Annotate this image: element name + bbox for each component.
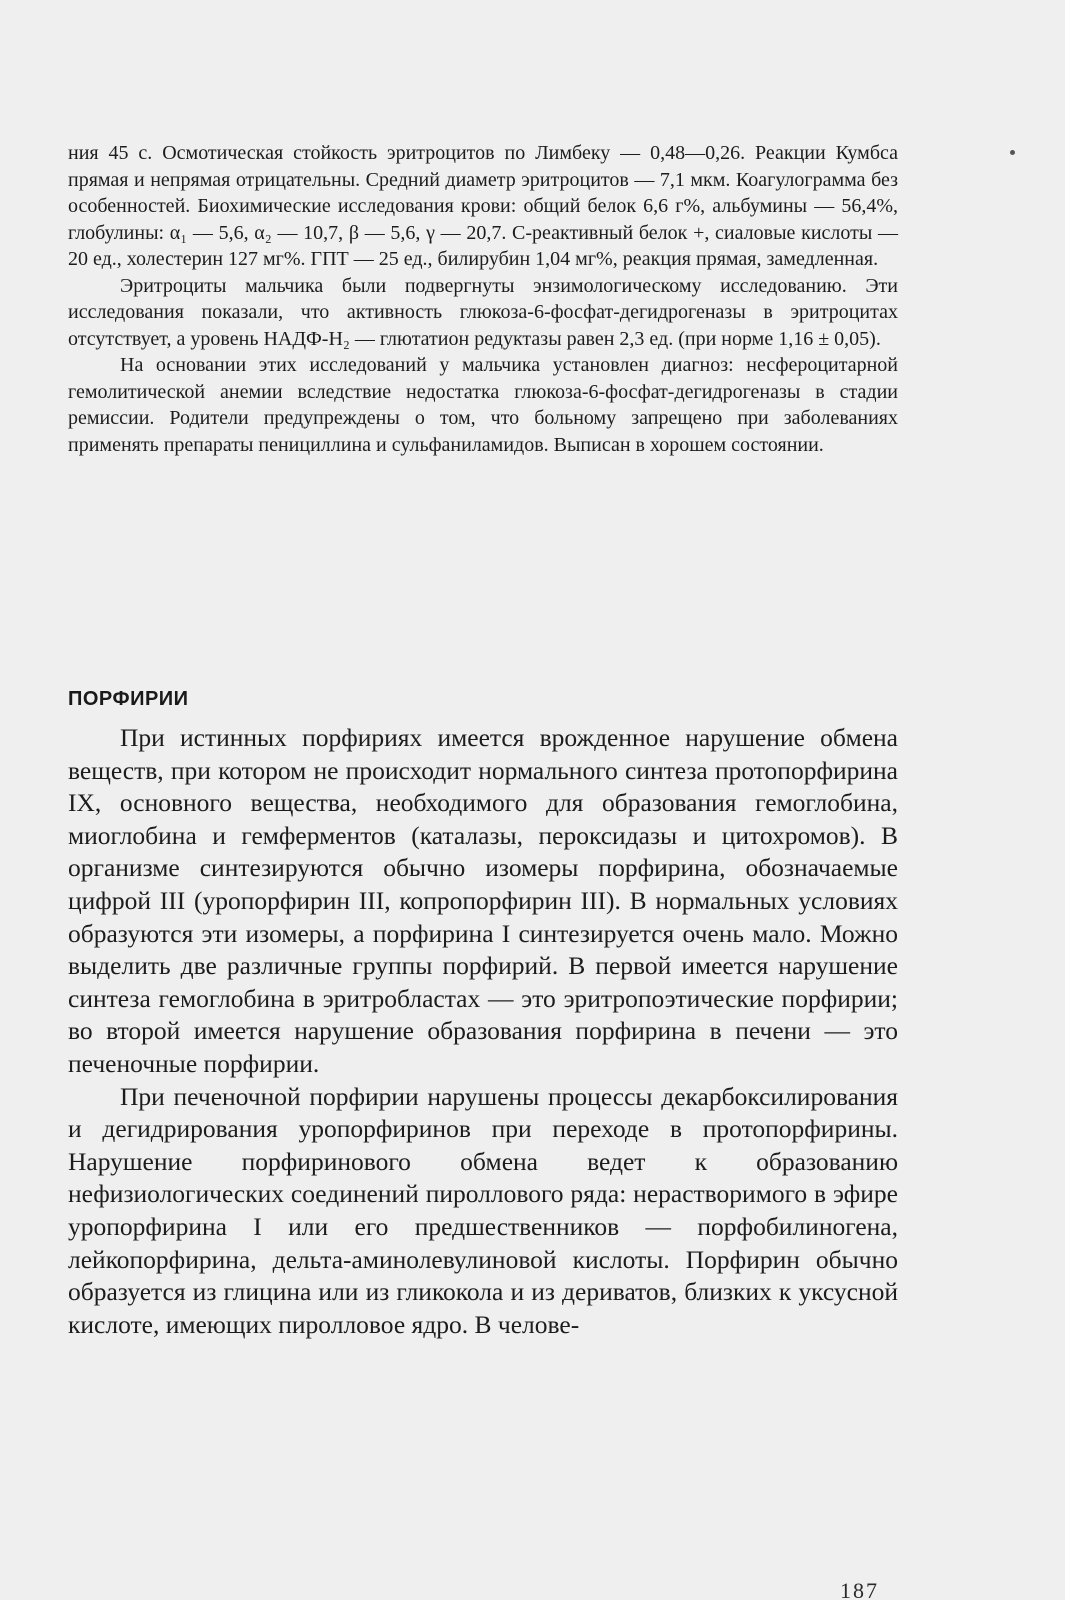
paragraph: ния 45 с. Осмотическая стойкость эритроцитов по Лимбеку — 0,48—0,26. Реакции Кумбса прямая и непрямая отрицательны. Средний диаметр эритроцитов — 7,1 мкм. Коагулограмма без особенностей. Биохимические исследования крови: общий белок 6,6 г%, альбумины — 56,4%, глобулины: α₁ — 5,6, α₂ — 10,7, β — 5,6, γ — 20,7. С-реактивный белок +, сиаловые кислоты — 20 ед., холестерин 127 мг%. ГПТ — 25 ед., билирубин 1,04 мг%, реакция прямая, замедленная.	[68, 142, 898, 270]
page-speck	[1010, 150, 1015, 155]
section-body-text	[68, 722, 898, 1341]
paragraph: При истинных порфириях имеется врожденное нарушение обмена веществ, при котором не происходит нормального синтеза протопорфирина IX, основного вещества, необходимого для образования гемоглобина, миоглобина и гемферментов (каталазы, пероксидазы и цитохромов). В организме синтезируются обычно изомеры порфирина, обозначаемые цифрой III (уропорфирин III, копропорфирин III). В нормальных условиях образуются эти изомеры, а порфирина I синтезируется очень мало. Можно выделить две различные группы порфирий. В первой имеется нарушение синтеза гемоглобина в эритробластах — это эритропоэтические порфирии; во второй имеется нарушение образования порфирина в печени — это печеночные порфирии.	[68, 723, 898, 1078]
paragraph: Эритроциты мальчика были подвергнуты энзимологическому исследованию. Эти исследования показали, что активность глюкоза-6-фосфат-дегидрогеназы в эритроцитах отсутствует, а уровень НАДФ-Н₂ — глютатион редуктазы равен 2,3 ед. (при норме 1,16 ± 0,05).	[68, 274, 898, 350]
page-number: 187	[840, 1578, 879, 1600]
paragraph: На основании этих исследований у мальчика установлен диагноз: несфероцитарной гемолитической анемии вследствие недостатка глюкоза-6-фосфат-дегидрогеназы в стадии ремиссии. Родители предупреждены о том, что больному запрещено при заболеваниях применять препараты пенициллина и сульфаниламидов. Выписан в хорошем состоянии.	[68, 354, 898, 456]
paragraph: При печеночной порфирии нарушены процессы декарбоксилирования и дегидрирования уропорфиринов при переходе в протопорфирины. Нарушение порфиринового обмена ведет к образованию нефизиологических соединений пироллового ряда: нерастворимого в эфире уропорфирина I или его предшественников — порфобилиногена, лейкопорфирина, дельта-аминолевулиновой кислоты. Порфирин обычно образуется из глицина или из гликокола и из дериватов, близких к уксусной кислоте, имеющих пиролловое ядро. В челове-	[68, 1081, 898, 1339]
section-heading: ПОРФИРИИ	[68, 688, 189, 710]
case-report-text	[68, 140, 898, 458]
